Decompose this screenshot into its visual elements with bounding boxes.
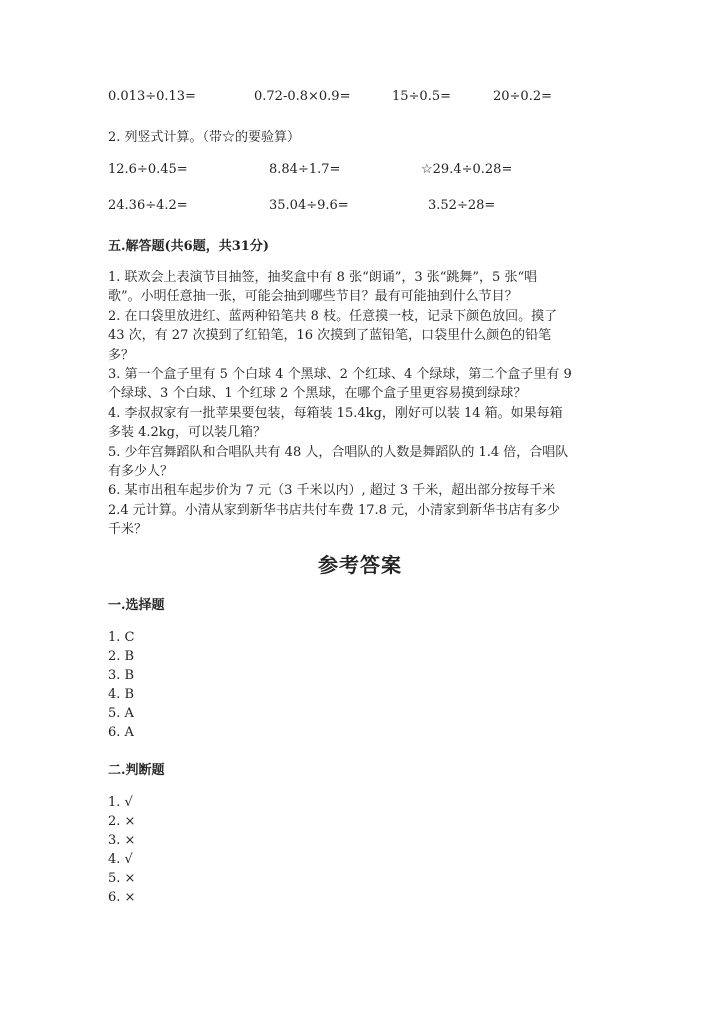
calc-item: 20÷0.2= [493, 89, 553, 104]
list-item: 4. B [108, 687, 135, 702]
problem-line: 2. 在口袋里放进红、蓝两种铅笔共 8 枝。任意摸一枝，记录下颜色放回。摸了 [108, 308, 558, 324]
problem-line: 歌”。小明任意抽一张，可能会抽到哪些节目？最有可能抽到什么节目？ [108, 289, 518, 305]
judge-answer-list [108, 793, 135, 907]
vertical-calc-row [108, 198, 620, 216]
problem-line: 5. 少年宫舞蹈队和合唱队共有 48 人，合唱队的人数是舞蹈队的 1.4 倍，合唱队 [108, 444, 569, 460]
list-item: 4. √ [108, 852, 133, 867]
problem-line: 6. 某市出租车起步价为 7 元（3 千米以内）, 超过 3 千米，超出部分按每千米 [108, 483, 556, 499]
list-item: 3. × [108, 833, 136, 848]
list-item: 6. × [108, 890, 136, 905]
list-item: 5. × [108, 871, 136, 886]
section-two-title: 二.判断题 [108, 763, 165, 778]
problem-line: 多装 4.2kg，可以装几箱？ [108, 425, 267, 441]
calc-item: 0.013÷0.13= [108, 89, 196, 104]
problem-line: 2.4 元计算。小清从家到新华书店共付车费 17.8 元，小清家到新华书店有多少 [108, 502, 561, 518]
list-item: 2. × [108, 814, 136, 829]
list-item: 2. B [108, 649, 135, 664]
calc-item: 35.04÷9.6= [269, 198, 349, 213]
vertical-calc-instruction: 2. 列竖式计算。（带☆的要验算） [108, 130, 301, 145]
problem-line: 有多少人？ [108, 464, 174, 480]
choice-answer-list [108, 628, 134, 742]
list-item: 6. A [108, 725, 134, 740]
list-item: 1. √ [108, 795, 133, 810]
word-problems [108, 268, 613, 540]
calc-item: 12.6÷0.45= [108, 162, 188, 177]
problem-line: 1. 联欢会上表演节目抽签，抽奖盒中有 8 张“朗诵”，3 张“跳舞”，5 张“唱 [108, 270, 538, 285]
answer-key-title: 参考答案 [318, 553, 402, 577]
vertical-calc-row [108, 162, 620, 180]
calc-item: 8.84÷1.7= [269, 162, 341, 177]
calc-item: 0.72-0.8×0.9= [254, 89, 351, 104]
list-item: 5. A [108, 706, 134, 721]
calc-item: 3.52÷28= [428, 198, 496, 213]
oral-calc-row [108, 89, 620, 107]
problem-line: 3. 第一个盒子里有 5 个白球 4 个黑球、2 个红球、4 个绿球，第二个盒子里有 9 [108, 367, 572, 383]
calc-item: ☆29.4÷0.28= [421, 162, 513, 177]
list-item: 1. C [108, 630, 135, 645]
section-one-title: 一.选择题 [108, 598, 165, 613]
problem-line: 多？ [108, 347, 135, 363]
problem-line: 43 次，有 27 次摸到了红铅笔，16 次摸到了蓝铅笔，口袋里什么颜色的铅笔 [108, 328, 552, 344]
problem-line: 千米？ [108, 522, 148, 538]
problem-line: 4. 李叔叔家有一批苹果要包装，每箱装 15.4kg，刚好可以装 14 箱。如果每箱 [108, 405, 563, 421]
calc-item: 24.36÷4.2= [108, 198, 188, 213]
list-item: 3. B [108, 668, 135, 683]
calc-item: 15÷0.5= [392, 89, 452, 104]
section-five-title: 五.解答题(共6题，共31分) [108, 239, 269, 254]
problem-line: 个绿球、3 个白球、1 个红球 2 个黑球，在哪个盒子里更容易摸到绿球？ [108, 386, 527, 402]
